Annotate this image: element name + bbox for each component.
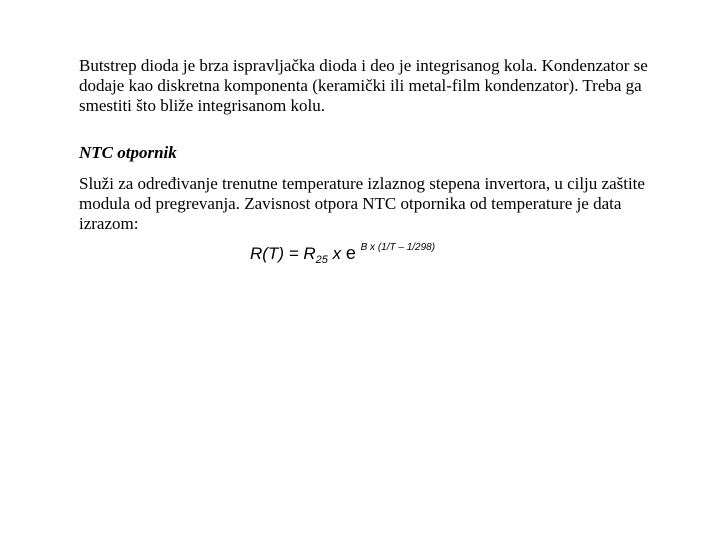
formula-multiply: x	[327, 244, 346, 263]
formula-exp-base: e	[345, 243, 356, 263]
ntc-description-paragraph: Služi za određivanje trenutne temperature izlaznog stepena invertora, u cilju zaštite modula od pregrevanja. Zavisnost otpora NTC otpornika od temperature je data izrazom:	[79, 174, 645, 233]
formula-subscript: 25	[315, 254, 328, 266]
bootstrap-diode-paragraph: Butstrep dioda je brza ispravljačka dioda i deo je integrisanog kola. Kondenzator se dodaje kao diskretna komponenta (keramički ili metal-film kondenzator). Treba ga smestiti što bliže integrisanom kolu.	[79, 56, 648, 115]
ntc-formula	[250, 236, 435, 272]
formula-exponent: B x (1/T – 1/298)	[360, 242, 436, 253]
formula-lhs: R(T) = R	[250, 244, 316, 263]
ntc-heading: NTC otpornik	[79, 143, 177, 162]
